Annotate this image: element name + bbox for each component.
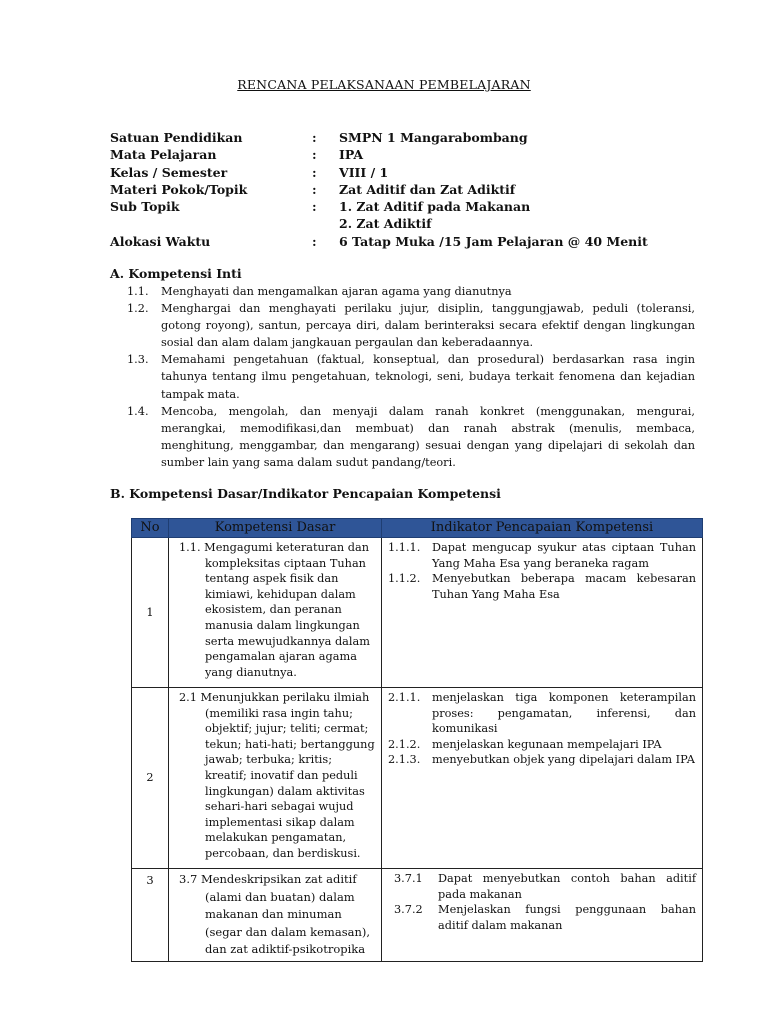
- kd-cell: [169, 688, 382, 869]
- section-heading-b: B. Kompetensi Dasar/Indikator Pencapaian Kompetensi: [110, 486, 501, 501]
- kd-text: 1.1. Mengagumi keteraturan dan kompleksitas ciptaan Tuhan tentang aspek fisik dan kimiawi, kehidupan dalam ekosistem, dan peranan manusia dalam lingkungan serta mewujudkannya dalam pengamalan ajaran agama yang dianutnya.: [179, 541, 370, 679]
- list-item: [127, 300, 695, 351]
- indicator-number: 2.1.1.: [388, 691, 421, 704]
- info-colon: :: [312, 130, 317, 145]
- info-colon: :: [312, 181, 317, 197]
- info-label: Mata Pelajaran: [110, 147, 217, 163]
- indicator-text: menjelaskan kegunaan mempelajari IPA: [432, 737, 662, 751]
- indicator-item: [382, 540, 696, 571]
- info-value: SMPN 1 Mangarabombang: [339, 130, 528, 145]
- item-text: Mencoba, mengolah, dan menyaji dalam ranah konkret (menggunakan, mengurai, merangkai, memodifikasi,dan membuat) dan ranah abstrak (menulis, membaca, menghitung, menggambar, dan mengarang) sesuai dengan yang dipelajari di sekolah dan sumber lain yang sama dalam sudut pandang/teori.: [161, 404, 695, 469]
- indicator-number: 2.1.2.: [388, 737, 421, 751]
- list-item: [127, 351, 695, 402]
- indicator-number: 3.7.2: [394, 903, 423, 917]
- info-colon: :: [312, 164, 317, 180]
- indicator-number: 1.1.2.: [388, 572, 421, 586]
- indicator-item: [382, 690, 696, 737]
- indicator-item: [382, 902, 696, 933]
- indicator-text: menyebutkan objek yang dipelajari dalam IPA: [432, 753, 695, 767]
- table-row: [132, 538, 703, 688]
- indicator-item: [382, 571, 696, 602]
- section-heading-a: A. Kompetensi Inti: [110, 266, 242, 281]
- item-number: 1.2.: [127, 302, 149, 316]
- info-value: 6 Tatap Muka /15 Jam Pelajaran @ 40 Menit: [339, 233, 648, 249]
- kd-cell: [169, 538, 382, 688]
- info-value: VIII / 1: [339, 164, 389, 180]
- item-text: Memahami pengetahuan (faktual, konseptual, dan prosedural) berdasarkan rasa ingin tahunya tentang ilmu pengetahuan, teknologi, seni, budaya terkait fenomena dan kejadian tampak mata.: [161, 353, 695, 401]
- row-number: 1: [132, 538, 169, 688]
- item-number: 1.4.: [127, 404, 149, 418]
- competency-table: [131, 518, 703, 962]
- item-text: Menghayati dan mengamalkan ajaran agama yang dianutnya: [161, 285, 512, 298]
- info-value: IPA: [339, 147, 364, 163]
- indicator-text: Menjelaskan fungsi penggunaan bahan aditif dalam makanan: [438, 903, 696, 932]
- item-text: Menghargai dan menghayati perilaku jujur, disiplin, tanggungjawab, peduli (toleransi, gotong royong), santun, percaya diri, dalam berinteraksi secara efektif dengan lingkungan sosial dan alam dalam jangkauan pergaulan dan keberadaannya.: [161, 302, 695, 350]
- document-title: RENCANA PELAKSANAAN PEMBELAJARAN: [237, 77, 531, 92]
- info-value: 1. Zat Aditif pada Makanan: [339, 199, 531, 215]
- list-item: [127, 283, 695, 300]
- info-label: Kelas / Semester: [110, 164, 228, 180]
- indicator-text: Dapat menyebutkan contoh bahan aditif pada makanan: [438, 872, 696, 901]
- indicator-cell: [382, 869, 703, 962]
- table-header-row: [132, 519, 703, 538]
- table-row: [132, 869, 703, 962]
- header-kompetensi-dasar: Kompetensi Dasar: [169, 519, 382, 538]
- item-number: 1.1.: [127, 285, 149, 298]
- header-no: No: [132, 519, 169, 538]
- indicator-number: 2.1.3.: [388, 753, 421, 767]
- indicator-cell: [382, 688, 703, 869]
- indicator-cell: [382, 538, 703, 688]
- info-label: Sub Topik: [110, 199, 180, 215]
- indicator-item: [382, 737, 696, 753]
- indicator-number: 1.1.1.: [388, 541, 421, 554]
- info-label: Materi Pokok/Topik: [110, 181, 248, 197]
- kd-cell: [169, 869, 382, 962]
- kd-text: 2.1 Menunjukkan perilaku ilmiah (memiliki rasa ingin tahu; objektif; jujur; teliti; cermat; tekun; hati-hati; bertanggung jawab; terbuka; kritis; kreatif; inovatif dan peduli lingkungan) dalam aktivitas sehari-hari sebagai wujud implementasi sikap dalam melakukan pengamatan, percobaan, dan berdiskusi.: [179, 691, 375, 860]
- info-label: Satuan Pendidikan: [110, 130, 243, 145]
- list-item: [127, 403, 695, 471]
- indicator-text: Menyebutkan beberapa macam kebesaran Tuhan Yang Maha Esa: [432, 572, 696, 601]
- item-number: 1.3.: [127, 353, 149, 367]
- info-colon: :: [312, 233, 317, 249]
- kd-text: 3.7 Mendeskripsikan zat aditif (alami dan buatan) dalam makanan dan minuman (segar dan dalam kemasan), dan zat adiktif-psikotropika: [179, 872, 370, 957]
- row-number: 2: [132, 688, 169, 869]
- header-indikator: Indikator Pencapaian Kompetensi: [382, 519, 703, 538]
- info-value: Zat Aditif dan Zat Adiktif: [339, 181, 516, 197]
- table-row: [132, 688, 703, 869]
- indicator-item: [382, 752, 696, 768]
- info-colon: :: [312, 147, 317, 163]
- indicator-item: [382, 871, 696, 902]
- indicator-text: menjelaskan tiga komponen keterampilan proses: pengamatan, inferensi, dan komunikasi: [432, 691, 696, 736]
- info-value: 2. Zat Adiktif: [339, 216, 432, 232]
- info-label: Alokasi Waktu: [110, 233, 211, 249]
- info-colon: :: [312, 199, 317, 215]
- kompetensi-inti-list: [127, 283, 695, 471]
- indicator-number: 3.7.1: [394, 872, 423, 885]
- indicator-text: Dapat mengucap syukur atas ciptaan Tuhan Yang Maha Esa yang beraneka ragam: [432, 541, 696, 570]
- row-number: 3: [132, 869, 169, 962]
